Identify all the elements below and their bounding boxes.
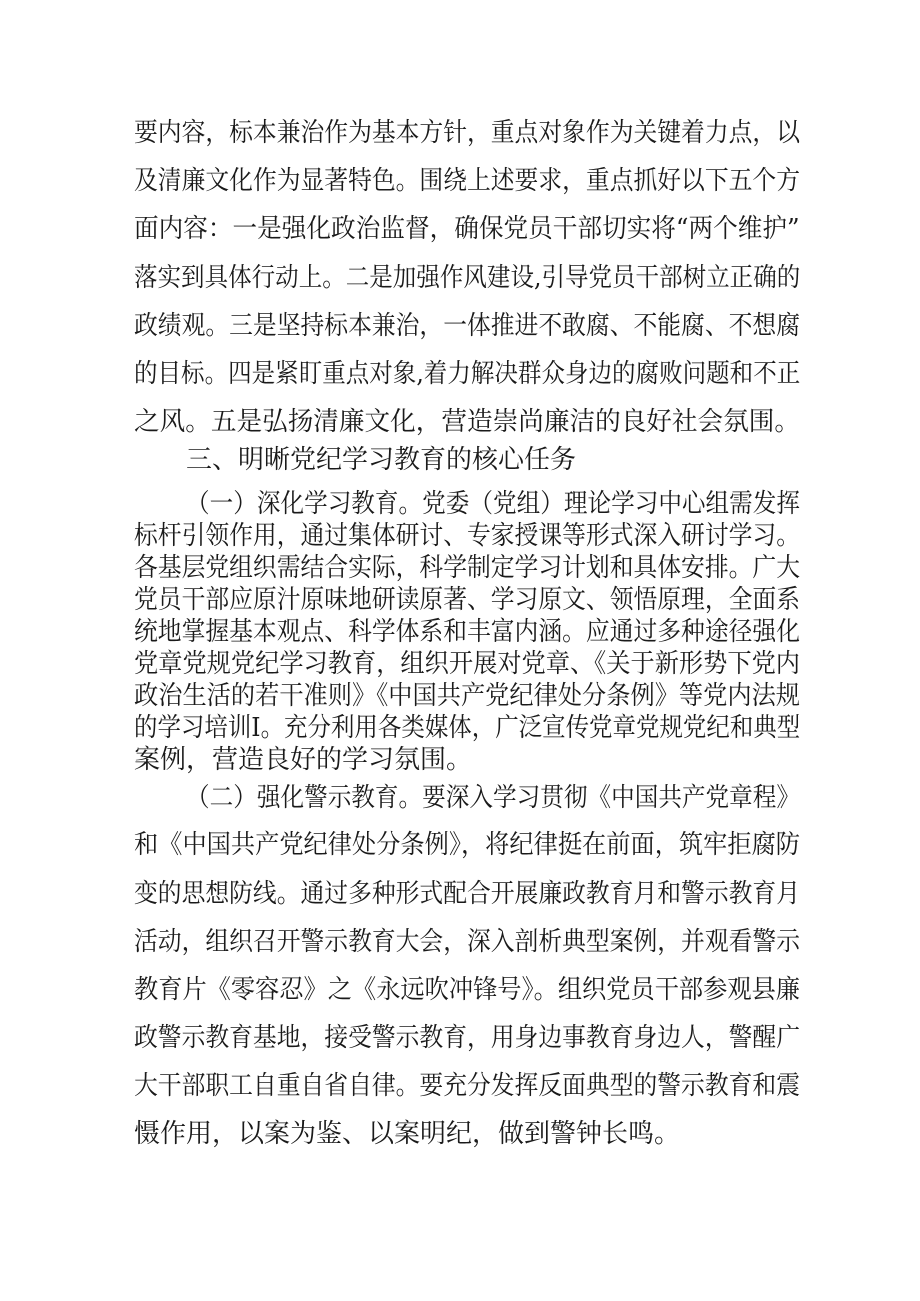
text-line: 要内容，标本兼治作为基本方针，重点对象作为关键着力点，以 bbox=[134, 118, 800, 148]
text-line: 政治生活的若干准则》《中国共产党纪律处分条例》等党内法规 bbox=[134, 681, 801, 711]
text-line: 慑作用，以案为鉴、以案明纪，做到警钟长鸣。 bbox=[134, 1119, 681, 1149]
text-line: 落实到具体行动上。二是加强作风建设,引导党员干部树立正确的 bbox=[134, 263, 801, 293]
text-line: 变的思想防线。通过多种形式配合开展廉政教育月和警示教育月 bbox=[134, 879, 800, 909]
text-line: 党章党规党纪学习教育，组织开展对党章、《关于新形势下党内 bbox=[134, 649, 801, 679]
text-line: 教育片《零容忍》之《永远吹冲锋号》。组织党员干部参观县廉 bbox=[134, 975, 801, 1005]
text-line: 各基层党组织需结合实际，科学制定学习计划和具体安排。广大 bbox=[134, 553, 800, 583]
text-line: 案例，营造良好的学习氛围。 bbox=[134, 745, 473, 775]
text-line: 标杆引领作用，通过集体研讨、专家授课等形式深入研讨学习。 bbox=[134, 521, 800, 551]
text-line: 统地掌握基本观点、科学体系和丰富内涵。应通过多种途径强化 bbox=[134, 617, 800, 647]
section-heading: 三、明晰党纪学习教育的核心任务 bbox=[186, 445, 577, 475]
text-line: 面内容：一是强化政治监督，确保党员干部切实将“两个维护” bbox=[134, 214, 800, 244]
text-line: 政警示教育基地，接受警示教育，用身边事教育身边人，警醒广 bbox=[134, 1023, 800, 1053]
text-line: 党员干部应原汁原味地研读原著、学习原文、领悟原理，全面系 bbox=[134, 585, 800, 615]
text-line: 大干部职工自重自省自律。要充分发挥反面典型的警示教育和震 bbox=[134, 1071, 800, 1101]
text-line: 的学习培训I。充分利用各类媒体，广泛宣传党章党规党纪和典型 bbox=[134, 713, 801, 743]
text-line: （二）强化警示教育。要深入学习贯彻《中国共产党章程》 bbox=[186, 783, 801, 813]
text-line: 之风。五是弘扬清廉文化，营造崇尚廉洁的良好社会氛围。 bbox=[134, 407, 801, 437]
text-line: 的目标。四是紧盯重点对象,着力解决群众身边的腐败问题和不正 bbox=[134, 359, 801, 389]
text-line: 政绩观。三是坚持标本兼治，一体推进不敢腐、不能腐、不想腐 bbox=[134, 311, 800, 341]
text-line: （一）深化学习教育。党委（党组）理论学习中心组需发挥 bbox=[186, 489, 801, 519]
text-line: 活动，组织召开警示教育大会，深入剖析典型案例，并观看警示 bbox=[134, 927, 800, 957]
text-line: 和《中国共产党纪律处分条例》，将纪律挺在前面，筑牢拒腐防 bbox=[134, 830, 801, 860]
text-line: 及清廉文化作为显著特色。围绕上述要求，重点抓好以下五个方 bbox=[134, 166, 800, 196]
